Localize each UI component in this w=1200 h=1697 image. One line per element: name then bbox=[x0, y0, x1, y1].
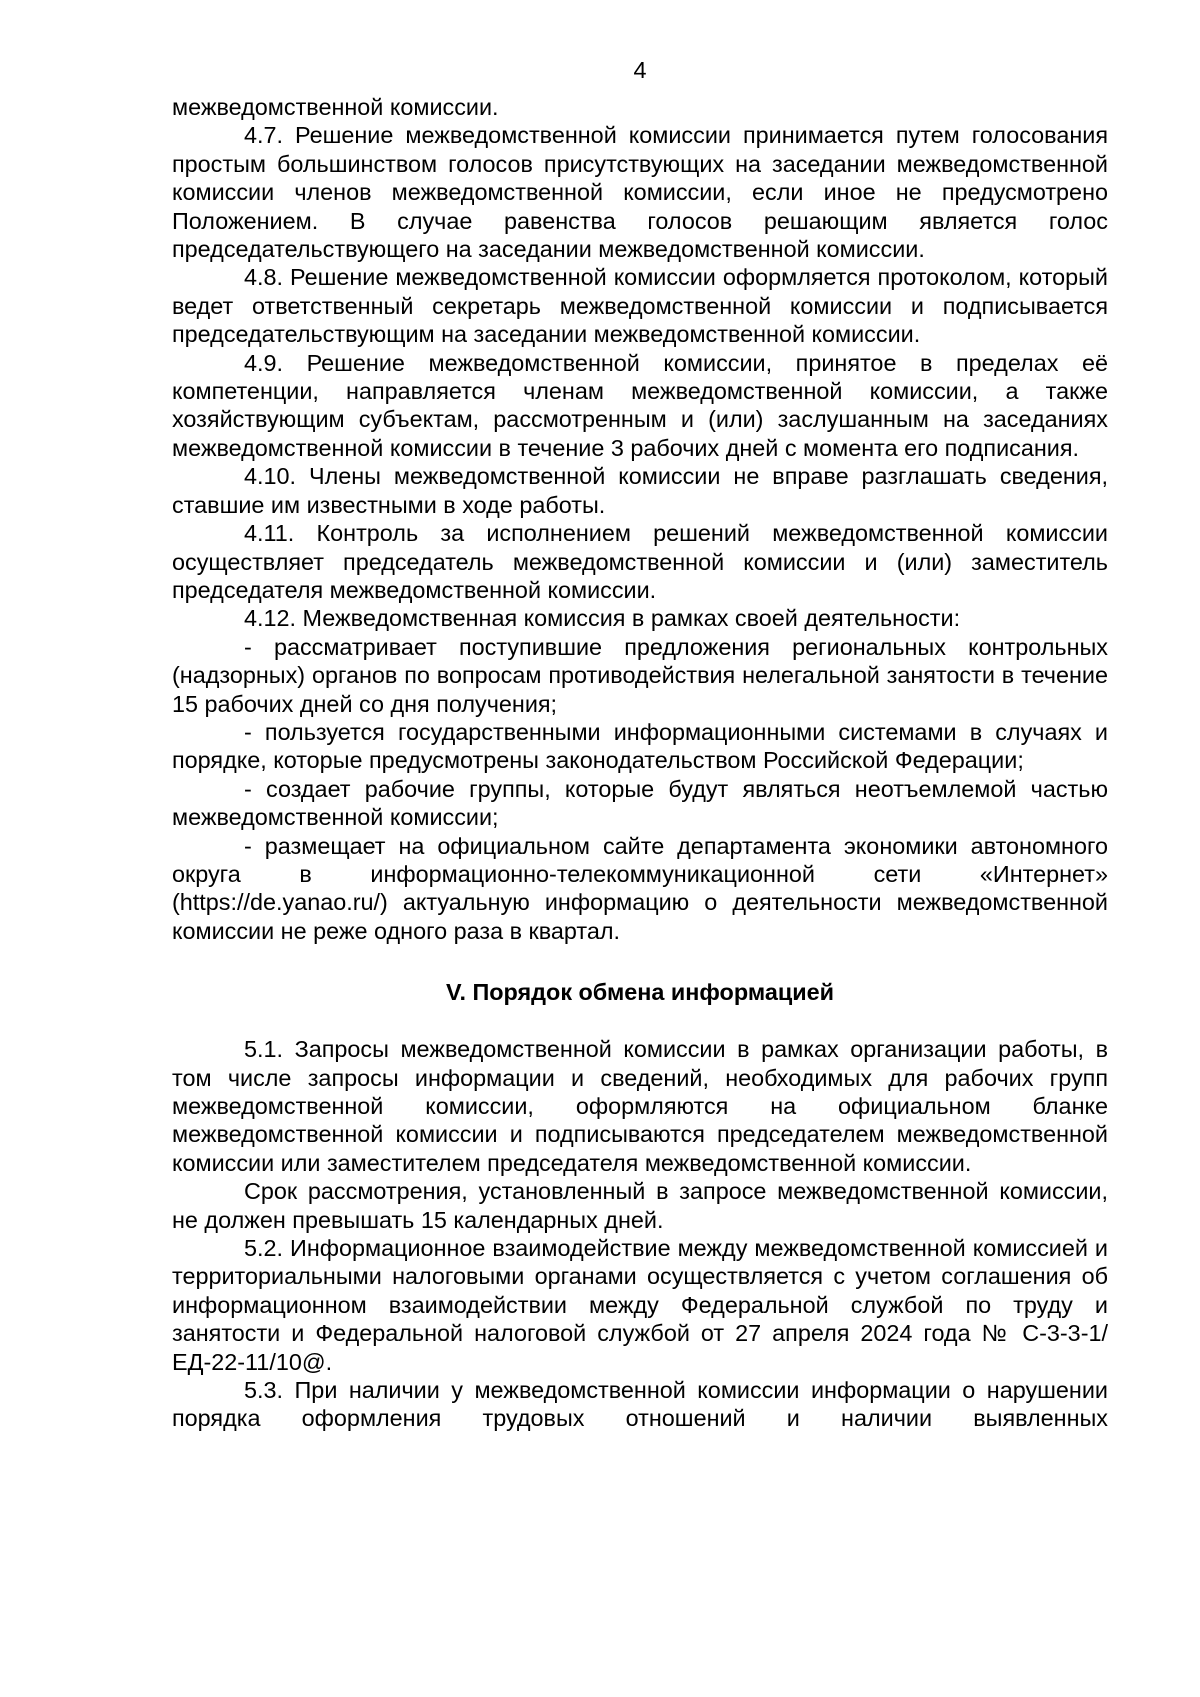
list-item-proposals: - рассматривает поступившие предложения региональных контрольных (надзорных) органов по вопросам противодействия нелегальной занятости в течение 15 рабочих дней со дня получения; bbox=[172, 633, 1108, 717]
list-item-website: - размещает на официальном сайте департамента экономики автономного округа в информационно-телекоммуникационной сети «Интернет» (https://de.yanao.ru/) актуальную информацию о деятельности межведомственной комиссии не реже одного раза в квартал. bbox=[172, 832, 1108, 944]
section-heading: V. Порядок обмена информацией bbox=[446, 979, 834, 1006]
list-item-working-groups: - создает рабочие группы, которые будут являться неотъемлемой частью межведомственной комиссии; bbox=[172, 775, 1108, 831]
page-number: 4 bbox=[633, 57, 647, 83]
paragraph-4-10: 4.10. Члены межведомственной комиссии не вправе разглашать сведения, ставшие им известными в ходе работы. bbox=[172, 463, 1108, 518]
paragraph-5-1: 5.1. Запросы межведомственной комиссии в рамках организации работы, в том числе запросы информации и сведений, необходимых для рабочих групп межведомственной комиссии, оформляются на официальном бланке межведомственной комиссии и подписываются председателем межведомственной комиссии или заместителем председателя межведомственной комиссии. bbox=[172, 1036, 1108, 1176]
paragraph-continuation: межведомственной комиссии. bbox=[172, 94, 499, 120]
paragraph-review-period: Срок рассмотрения, установленный в запросе межведомственной комиссии, не должен превышать 15 календарных дней. bbox=[172, 1178, 1108, 1233]
paragraph-4-12: 4.12. Межведомственная комиссия в рамках своей деятельности: bbox=[244, 605, 961, 632]
paragraph-4-7: 4.7. Решение межведомственной комиссии принимается путем голосования простым большинством голосов присутствующих на заседании межведомственной комиссии членов межведомственной комиссии, если иное не предусмотрено Положением. В случае равенства голосов решающим является голос председательствующего на заседании межведомственной комиссии. bbox=[172, 122, 1108, 263]
paragraph-4-8: 4.8. Решение межведомственной комиссии оформляется протоколом, который ведет ответственный секретарь межведомственной комиссии и подписывается председательствующим на заседании межведомственной комиссии. bbox=[172, 264, 1108, 348]
list-item-information-systems: - пользуется государственными информационными системами в случаях и порядке, которые предусмотрены законодательством Российской Федерации; bbox=[172, 718, 1108, 774]
paragraph-5-2: 5.2. Информационное взаимодействие между межведомственной комиссией и территориальными налоговыми органами осуществляется с учетом соглашения об информационном взаимодействии между Федеральной службой по труду и занятости и Федеральной налоговой службой от 27 апреля 2024 года № С-3-3-1/ЕД-22-11/10@. bbox=[172, 1235, 1108, 1375]
paragraph-5-3: 5.3. При наличии у межведомственной комиссии информации о нарушении порядка оформления трудовых отношений и наличии выявленных bbox=[172, 1377, 1108, 1432]
paragraph-4-11: 4.11. Контроль за исполнением решений межведомственной комиссии осуществляет председатель межведомственной комиссии и (или) заместитель председателя межведомственной комиссии. bbox=[172, 520, 1108, 603]
document-body bbox=[172, 93, 1108, 1433]
paragraph-4-9: 4.9. Решение межведомственной комиссии, принятое в пределах её компетенции, направляется членам межведомственной комиссии, а также хозяйствующим субъектам, рассмотренным и (или) заслушанным на заседаниях межведомственной комиссии в течение 3 рабочих дней с момента его подписания. bbox=[172, 349, 1108, 461]
